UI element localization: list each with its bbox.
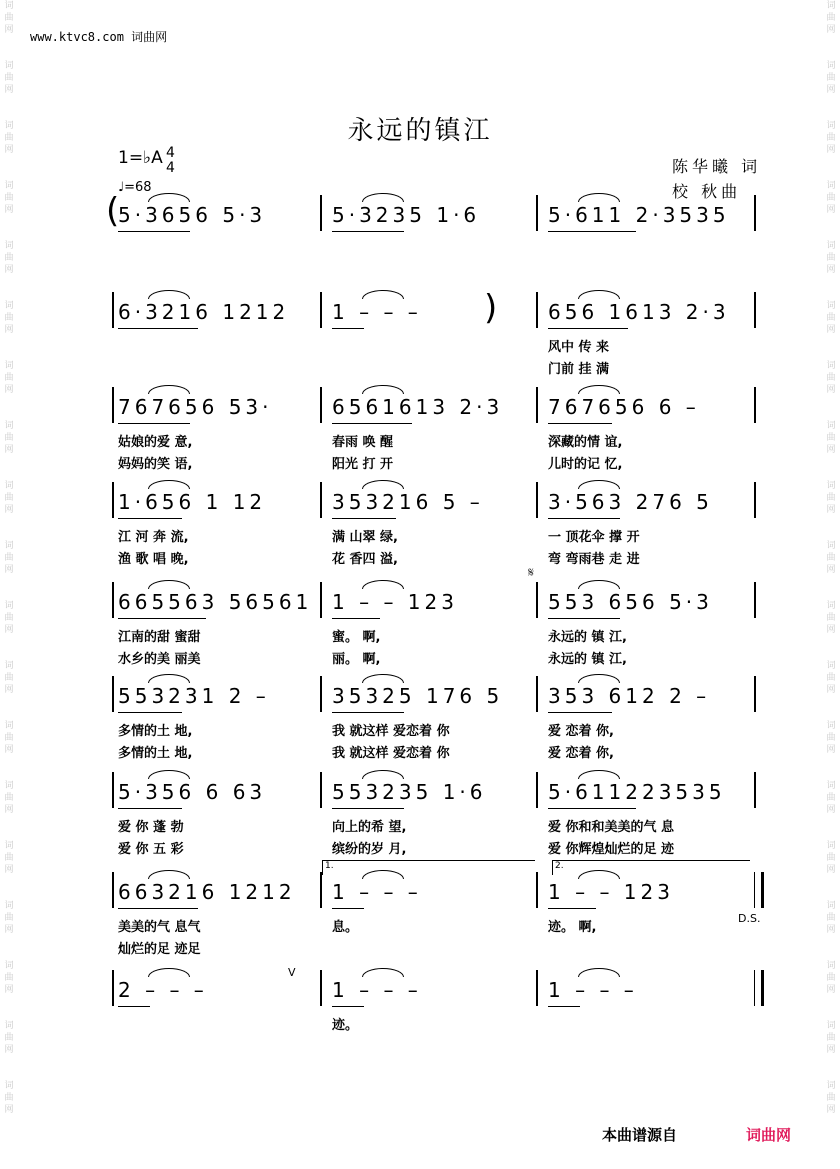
bar-line bbox=[112, 482, 114, 518]
time-signature-bottom: 4 bbox=[166, 160, 175, 176]
measure-notes: 767656 53· bbox=[118, 395, 273, 419]
watermark-text: 词 曲 网 bbox=[4, 961, 14, 995]
lyric-line: 缤纷的岁 月, bbox=[332, 842, 407, 857]
lyric-line: 永远的 镇 江, bbox=[548, 652, 627, 667]
watermark-text: 词 曲 网 bbox=[4, 721, 14, 755]
measure-notes: 5·611223535 bbox=[548, 780, 726, 804]
site-url[interactable]: www.ktvc8.com 词曲网 bbox=[30, 30, 168, 44]
ds-mark: D.S. bbox=[738, 912, 761, 925]
watermark-text: 词 曲 网 bbox=[4, 841, 14, 875]
measure-notes: 665563 56561 bbox=[118, 590, 313, 614]
slur-arc bbox=[148, 580, 190, 589]
watermark-text: 词 曲 网 bbox=[4, 361, 14, 395]
bar-line bbox=[112, 387, 114, 423]
slur-arc bbox=[578, 580, 620, 589]
repeat-open-paren: ( bbox=[106, 191, 120, 231]
watermark-text: 词 曲 网 bbox=[826, 841, 836, 875]
measure-notes: 353 612 2 – bbox=[548, 684, 711, 708]
watermark-text: 词 曲 网 bbox=[826, 781, 836, 815]
bar-line bbox=[112, 292, 114, 328]
bar-line bbox=[536, 872, 538, 908]
slur-arc bbox=[362, 968, 404, 977]
lyric-line: 渔 歌 唱 晚, bbox=[118, 552, 189, 567]
beam-underline bbox=[332, 423, 412, 424]
beam-underline bbox=[548, 1006, 580, 1007]
measure-notes: 6561613 2·3 bbox=[332, 395, 504, 419]
watermark-text: 词 曲 网 bbox=[826, 1, 836, 35]
slur-arc bbox=[362, 385, 404, 394]
beam-underline bbox=[548, 328, 628, 329]
bar-line bbox=[112, 970, 114, 1006]
beam-underline bbox=[332, 908, 364, 909]
watermark-text: 词 曲 网 bbox=[4, 421, 14, 455]
watermark-text: 词 曲 网 bbox=[4, 61, 14, 95]
bar-line bbox=[112, 676, 114, 712]
watermark-text: 词 曲 网 bbox=[4, 1021, 14, 1055]
beam-underline bbox=[332, 808, 404, 809]
lyricist-credit: 陈华曦 词 bbox=[672, 157, 762, 176]
watermark-left bbox=[2, 0, 16, 1169]
lyric-line: 美美的气 息气 bbox=[118, 920, 201, 935]
watermark-text: 词 曲 网 bbox=[826, 241, 836, 275]
lyric-line: 我 就这样 爱恋着 你 bbox=[332, 746, 450, 761]
lyric-line: 迹。 bbox=[332, 1018, 359, 1033]
slur-arc bbox=[578, 674, 620, 683]
lyric-line: 爱 恋着 你, bbox=[548, 724, 614, 739]
breath-mark: V bbox=[288, 966, 296, 979]
bar-line bbox=[112, 772, 114, 808]
beam-underline bbox=[548, 618, 620, 619]
measure-notes: 553235 1·6 bbox=[332, 780, 487, 804]
watermark-text: 词 曲 网 bbox=[4, 661, 14, 695]
lyric-line: 多情的土 地, bbox=[118, 724, 193, 739]
bar-line bbox=[320, 292, 322, 328]
measure-notes: 1·656 1 12 bbox=[118, 490, 267, 514]
watermark-text: 词 曲 网 bbox=[826, 901, 836, 935]
lyric-line: 息。 bbox=[332, 920, 359, 935]
watermark-text: 词 曲 网 bbox=[4, 181, 14, 215]
measure-notes: 1 – – – bbox=[332, 300, 422, 324]
bar-line bbox=[536, 482, 538, 518]
lyric-line: 多情的土 地, bbox=[118, 746, 193, 761]
watermark-text: 词 曲 网 bbox=[4, 301, 14, 335]
watermark-text: 词 曲 网 bbox=[826, 61, 836, 95]
watermark-text: 词 曲 网 bbox=[826, 541, 836, 575]
bar-line bbox=[112, 872, 114, 908]
watermark-text: 词 曲 网 bbox=[4, 1081, 14, 1115]
slur-arc bbox=[362, 193, 404, 202]
lyric-line: 江 河 奔 流, bbox=[118, 530, 189, 545]
watermark-text: 词 曲 网 bbox=[4, 121, 14, 155]
lyric-line: 儿时的记 忆, bbox=[548, 457, 623, 472]
footer-source-label: 本曲谱源自 bbox=[602, 1126, 678, 1144]
beam-underline bbox=[548, 908, 596, 909]
measure-notes: 353216 5 – bbox=[332, 490, 484, 514]
bar-line bbox=[754, 970, 764, 1006]
measure-notes: 1 – – 123 bbox=[548, 880, 674, 904]
slur-arc bbox=[362, 290, 404, 299]
bar-line bbox=[320, 482, 322, 518]
slur-arc bbox=[362, 580, 404, 589]
tempo-mark: ♩=68 bbox=[118, 180, 152, 195]
lyric-line: 永远的 镇 江, bbox=[548, 630, 627, 645]
measure-notes: 35325 176 5 bbox=[332, 684, 504, 708]
measure-notes: 656 1613 2·3 bbox=[548, 300, 730, 324]
bar-line bbox=[112, 582, 114, 618]
bar-line bbox=[320, 387, 322, 423]
watermark-text: 词 曲 网 bbox=[826, 361, 836, 395]
bar-line bbox=[320, 676, 322, 712]
bar-line bbox=[754, 292, 756, 328]
lyric-line: 风中 传 来 bbox=[548, 340, 610, 355]
slur-arc bbox=[148, 674, 190, 683]
lyric-line: 门前 挂 满 bbox=[548, 362, 610, 377]
watermark-text: 词 曲 网 bbox=[4, 241, 14, 275]
beam-underline bbox=[332, 1006, 364, 1007]
watermark-text: 词 曲 网 bbox=[826, 481, 836, 515]
watermark-text: 词 曲 网 bbox=[826, 301, 836, 335]
bar-line bbox=[754, 772, 756, 808]
beam-underline bbox=[118, 231, 190, 232]
measure-notes: 5·356 6 63 bbox=[118, 780, 267, 804]
beam-underline bbox=[548, 808, 636, 809]
lyric-line: 一 顶花伞 撑 开 bbox=[548, 530, 640, 545]
lyric-line: 丽。 啊, bbox=[332, 652, 381, 667]
measure-notes: 3·563 276 5 bbox=[548, 490, 713, 514]
watermark-text: 词 曲 网 bbox=[826, 181, 836, 215]
slur-arc bbox=[362, 770, 404, 779]
composer-credit: 校 秋曲 bbox=[672, 182, 742, 201]
slur-arc bbox=[148, 870, 190, 879]
bar-line bbox=[536, 292, 538, 328]
beam-underline bbox=[332, 618, 380, 619]
segno-mark: 𝄋 bbox=[528, 565, 535, 581]
bar-line bbox=[754, 387, 756, 423]
lyric-line: 蜜。 啊, bbox=[332, 630, 381, 645]
song-title: 永远的镇江 bbox=[347, 116, 493, 146]
lyric-line: 灿烂的足 迹足 bbox=[118, 942, 201, 957]
volta-bracket: 1. bbox=[322, 860, 535, 875]
bar-line bbox=[754, 872, 764, 908]
slur-arc bbox=[362, 674, 404, 683]
measure-notes: 663216 1212 bbox=[118, 880, 296, 904]
slur-arc bbox=[578, 193, 620, 202]
lyric-line: 春雨 唤 醒 bbox=[332, 435, 394, 450]
watermark-text: 词 曲 网 bbox=[4, 781, 14, 815]
key-signature: 1=♭A bbox=[118, 148, 163, 168]
lyric-line: 阳光 打 开 bbox=[332, 457, 394, 472]
lyric-line: 弯 弯雨巷 走 进 bbox=[548, 552, 640, 567]
watermark-text: 词 曲 网 bbox=[4, 541, 14, 575]
slur-arc bbox=[578, 290, 620, 299]
beam-underline bbox=[118, 712, 182, 713]
bar-line bbox=[536, 387, 538, 423]
slur-arc bbox=[362, 480, 404, 489]
measure-notes: 553 656 5·3 bbox=[548, 590, 713, 614]
measure-notes: 5·611 2·3535 bbox=[548, 203, 730, 227]
bar-line bbox=[536, 970, 538, 1006]
watermark-text: 词 曲 网 bbox=[826, 661, 836, 695]
bar-line bbox=[536, 676, 538, 712]
repeat-close-paren: ) bbox=[484, 288, 498, 328]
bar-line bbox=[320, 582, 322, 618]
volta-bracket: 2. bbox=[552, 860, 750, 875]
lyric-line: 爱 你 五 彩 bbox=[118, 842, 184, 857]
beam-underline bbox=[548, 518, 620, 519]
bar-line bbox=[320, 772, 322, 808]
bar-line bbox=[754, 676, 756, 712]
watermark-text: 词 曲 网 bbox=[826, 421, 836, 455]
time-signature bbox=[166, 146, 175, 176]
beam-underline bbox=[118, 618, 206, 619]
lyric-line: 爱 你和和美美的气 息 bbox=[548, 820, 675, 835]
slur-arc bbox=[578, 968, 620, 977]
watermark-text: 词 曲 网 bbox=[826, 121, 836, 155]
bar-line bbox=[754, 582, 756, 618]
bar-line bbox=[320, 195, 322, 231]
beam-underline bbox=[548, 712, 612, 713]
footer-site-link[interactable]: 词曲网 bbox=[746, 1126, 792, 1144]
slur-arc bbox=[148, 968, 190, 977]
slur-arc bbox=[148, 385, 190, 394]
slur-arc bbox=[578, 770, 620, 779]
slur-arc bbox=[148, 193, 190, 202]
bar-line bbox=[320, 872, 322, 908]
lyric-line: 爱 你 蓬 勃 bbox=[118, 820, 184, 835]
beam-underline bbox=[118, 908, 198, 909]
beam-underline bbox=[548, 231, 636, 232]
measure-notes: 1 – – 123 bbox=[332, 590, 458, 614]
beam-underline bbox=[118, 328, 198, 329]
lyric-line: 深藏的情 谊, bbox=[548, 435, 623, 450]
beam-underline bbox=[332, 328, 364, 329]
watermark-text: 词 曲 网 bbox=[826, 961, 836, 995]
measure-notes: 1 – – – bbox=[548, 978, 638, 1002]
measure-notes: 6·3216 1212 bbox=[118, 300, 290, 324]
measure-notes: 1 – – – bbox=[332, 880, 422, 904]
beam-underline bbox=[332, 712, 404, 713]
watermark-text: 词 曲 网 bbox=[4, 1, 14, 35]
watermark-text: 词 曲 网 bbox=[826, 1021, 836, 1055]
beam-underline bbox=[118, 518, 182, 519]
watermark-text: 词 曲 网 bbox=[4, 601, 14, 635]
lyric-line: 姑娘的爱 意, bbox=[118, 435, 193, 450]
bar-line bbox=[536, 772, 538, 808]
time-signature-top: 4 bbox=[166, 145, 175, 161]
watermark-text: 词 曲 网 bbox=[4, 901, 14, 935]
bar-line bbox=[536, 582, 538, 618]
lyric-line: 妈妈的笑 语, bbox=[118, 457, 193, 472]
credits bbox=[672, 154, 761, 204]
bar-line bbox=[536, 195, 538, 231]
lyric-line: 花 香四 溢, bbox=[332, 552, 398, 567]
slur-arc bbox=[578, 385, 620, 394]
lyric-line: 爱 你辉煌灿烂的足 迹 bbox=[548, 842, 675, 857]
slur-arc bbox=[578, 480, 620, 489]
slur-arc bbox=[148, 290, 190, 299]
lyric-line: 满 山翠 绿, bbox=[332, 530, 398, 545]
lyric-line: 我 就这样 爱恋着 你 bbox=[332, 724, 450, 739]
beam-underline bbox=[332, 518, 396, 519]
slur-arc bbox=[148, 770, 190, 779]
slur-arc bbox=[148, 480, 190, 489]
lyric-line: 向上的希 望, bbox=[332, 820, 407, 835]
beam-underline bbox=[118, 1006, 150, 1007]
measure-notes: 1 – – – bbox=[332, 978, 422, 1002]
lyric-line: 迹。 啊, bbox=[548, 920, 597, 935]
watermark-text: 词 曲 网 bbox=[826, 601, 836, 635]
measure-notes: 553231 2 – bbox=[118, 684, 270, 708]
measure-notes: 2 – – – bbox=[118, 978, 208, 1002]
watermark-text: 词 曲 网 bbox=[4, 481, 14, 515]
watermark-right bbox=[824, 0, 838, 1169]
lyric-line: 水乡的美 丽美 bbox=[118, 652, 201, 667]
measure-notes: 5·3656 5·3 bbox=[118, 203, 267, 227]
watermark-text: 词 曲 网 bbox=[826, 721, 836, 755]
lyric-line: 爱 恋着 你, bbox=[548, 746, 614, 761]
beam-underline bbox=[118, 423, 190, 424]
watermark-text: 词 曲 网 bbox=[826, 1081, 836, 1115]
bar-line bbox=[754, 482, 756, 518]
beam-underline bbox=[548, 423, 612, 424]
measure-notes: 767656 6 – bbox=[548, 395, 700, 419]
bar-line bbox=[320, 970, 322, 1006]
beam-underline bbox=[118, 808, 182, 809]
lyric-line: 江南的甜 蜜甜 bbox=[118, 630, 201, 645]
beam-underline bbox=[332, 231, 404, 232]
measure-notes: 5·3235 1·6 bbox=[332, 203, 481, 227]
bar-line bbox=[754, 195, 756, 231]
